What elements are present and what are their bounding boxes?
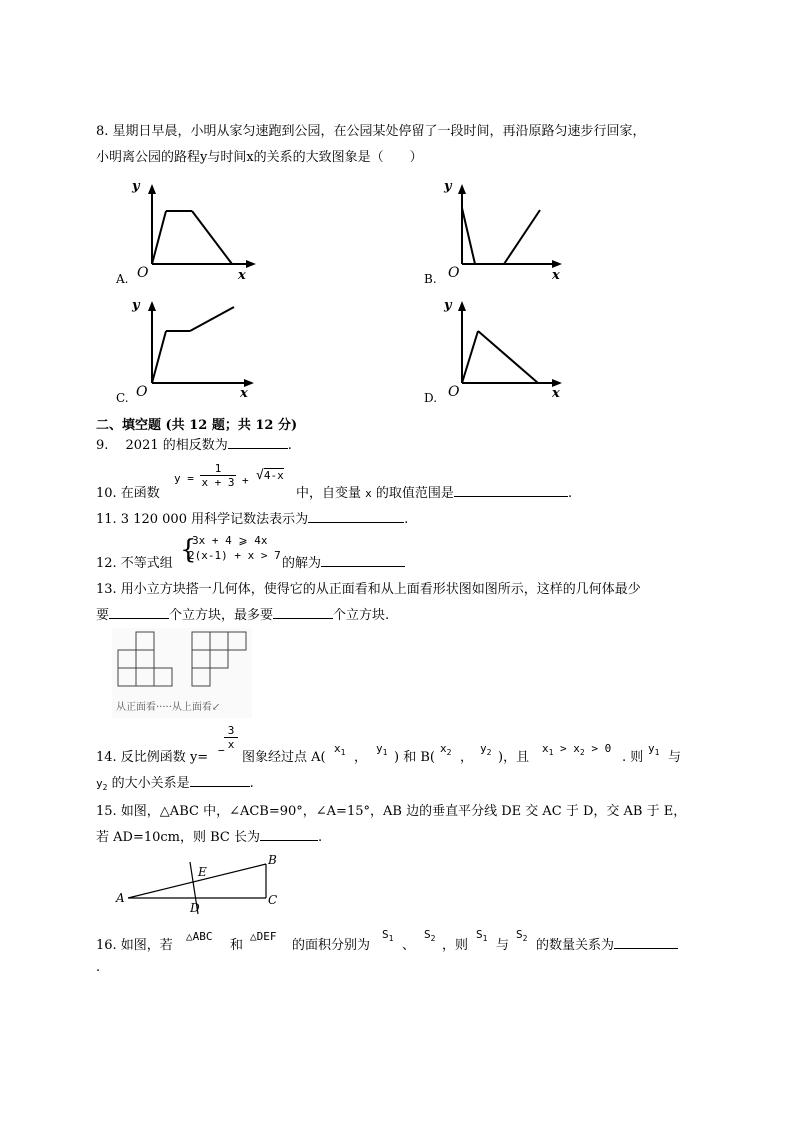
graph-b-label: B. [424, 272, 437, 286]
q9-end: . [287, 438, 292, 453]
q13-line2-a: 要 [96, 608, 110, 623]
q14-x2: $x_2$ [440, 742, 452, 758]
section-title: 二、填空题 (共 12 题；共 12 分) [96, 418, 298, 433]
q11-answer-blank[interactable] [308, 510, 404, 523]
q10-pre: 10. 在函数 [96, 486, 160, 501]
q14-with: 与 [668, 750, 682, 765]
q16-mid: 的面积分别为 [292, 938, 371, 953]
q14-line2 [96, 772, 254, 792]
q14-comma2: ， [460, 750, 474, 765]
q16-t2: △DEF [250, 930, 277, 943]
q9 [96, 434, 292, 453]
q14-comma1: ， [354, 750, 368, 765]
q13-views-figure [112, 628, 252, 718]
graph-d-y-label: y [444, 298, 452, 313]
q13-caption: 从正面看·····从上面看↙ [116, 702, 221, 713]
q14-mid4: . 则 [622, 750, 644, 765]
graph-b-origin: O [448, 265, 460, 281]
q16-sep: 、 [402, 938, 416, 953]
q14-cond: > $x_2 > 0$ [560, 742, 612, 758]
q15-label-e: E [198, 865, 207, 879]
q15-line1: 15. 如图，△ABC 中，∠ACB=90°，∠A=15°，AB 边的垂直平分线 DE 交 AC 于 D，交 AB 于 E， [96, 804, 687, 819]
q8-line2: 小明离公园的路程y与时间x的关系的大致图象是（ ） [96, 150, 423, 165]
graph-c-x-label: x [240, 386, 248, 401]
q10-answer-blank[interactable] [454, 484, 568, 497]
q12-pre: 12. 不等式组 [96, 556, 173, 571]
q14-cond-x1: $x_1$ [542, 742, 554, 758]
q12-ineq2: 2(x-1) + x > 7 [188, 549, 281, 562]
q12-answer-blank[interactable] [321, 554, 405, 567]
q15-line2: 若 AD=10cm，则 BC 长为 . [96, 830, 323, 845]
q15-label-a: A [116, 891, 125, 905]
q16-with: 与 [496, 938, 510, 953]
q11-text: 11. 3 120 000 用科学记数法表示为 [96, 512, 309, 527]
q14-answer-blank[interactable] [190, 774, 250, 787]
q13-line2-b: 个立方块，最多要 [169, 608, 274, 623]
q15-label-d: D [190, 901, 200, 915]
q14-y1b: $y_1$ [648, 742, 660, 758]
q12-tail [282, 552, 405, 571]
q16-s1: $S_1$ [382, 928, 394, 944]
q11 [96, 508, 408, 527]
q10-mid: 中，自变量 [296, 486, 362, 501]
q16-s1b: $S_1$ [476, 928, 488, 944]
q13-blank-max[interactable] [273, 606, 333, 619]
q10-plus: + [242, 474, 249, 487]
q9-answer-blank[interactable] [228, 436, 288, 449]
graph-c-y-label: y [132, 298, 140, 313]
graph-d-origin: O [448, 384, 460, 400]
q14-mid3: )，且 [498, 750, 530, 765]
graph-a[interactable] [110, 176, 270, 291]
q15-label-b: B [268, 853, 277, 867]
q13-line1: 13. 用小立方块搭一几何体，使得它的从正面看和从上面看形状图如图所示，这样的几何体最少 [96, 582, 641, 597]
q11-end: . [404, 512, 409, 527]
q12-brace: { [180, 535, 197, 565]
graph-c[interactable] [110, 295, 270, 410]
q10-var: x [365, 487, 372, 500]
q10-y-eq: y = [174, 472, 194, 485]
q14-mid2: ) 和 B( [394, 750, 435, 765]
q10-sqrt-body: 4-x [263, 469, 284, 482]
q14-end: . [249, 776, 254, 791]
q14-minus: − [218, 744, 225, 757]
graph-d-x-label: x [552, 386, 560, 401]
q16-s2: $S_2$ [424, 928, 436, 944]
graph-d[interactable] [420, 295, 580, 410]
q10-sqrt: √4-x [256, 468, 284, 483]
q13-blank-min[interactable] [109, 606, 169, 619]
q16-s2b: $S_2$ [516, 928, 528, 944]
q12-post: 的解为 [282, 556, 322, 571]
q14-mid1: 图象经过点 A( [242, 750, 326, 765]
graph-d-label: D. [424, 391, 438, 405]
graph-b-y-label: y [444, 179, 452, 194]
q15-label-c: C [268, 893, 278, 907]
graph-a-label: A. [116, 272, 129, 286]
q12-ineq1: 3x + 4 ⩾ 4x [192, 534, 268, 547]
q13-line2-c: 个立方块. [333, 608, 390, 623]
q16-then: ，则 [442, 938, 469, 953]
q14-x1: $x_1$ [334, 742, 346, 758]
graph-b[interactable] [420, 176, 580, 291]
q14-y1: $y_1$ [376, 742, 388, 758]
q14-line2-y2: $y_2$ [96, 777, 108, 793]
graph-a-origin: O [137, 265, 149, 281]
q14-num: 3 [227, 724, 235, 737]
graph-a-y-label: y [132, 179, 140, 194]
q14-y2: $y_2$ [480, 742, 492, 758]
q13-line2 [96, 604, 389, 623]
q10-rest [296, 482, 572, 501]
q16-end: . [96, 960, 101, 975]
q14-line2-post: 的大小关系是 [111, 776, 190, 791]
q10-fraction [200, 462, 236, 489]
q16-post-wrap: 的数量关系为 [536, 934, 678, 953]
graph-c-origin: O [136, 384, 148, 400]
q10-end: . [567, 486, 573, 501]
q15-answer-blank[interactable] [260, 828, 318, 841]
q14-fraction [224, 724, 238, 751]
graph-b-x-label: x [552, 268, 560, 283]
q16-answer-blank[interactable] [614, 936, 678, 949]
graph-c-label: C. [116, 391, 129, 405]
q16-t1: △ABC [186, 930, 213, 943]
q16-pre: 16. 如图，若 [96, 938, 173, 953]
q10-den: x + 3 [201, 476, 235, 489]
q9-text: 9. 2021 的相反数为 [96, 438, 228, 453]
q14-pre: 14. 反比例函数 y= [96, 750, 209, 765]
graph-a-x-label: x [238, 268, 246, 283]
q10-num: 1 [214, 462, 222, 475]
q14-den: x [224, 737, 238, 751]
q8-line1: 8. 星期日早晨，小明从家匀速跑到公园，在公园某处停留了一段时间，再沿原路匀速步行回家， [96, 124, 646, 139]
q16-and: 和 [230, 938, 244, 953]
q15-triangle-figure [112, 852, 292, 918]
q10-post: 的取值范围是 [375, 486, 454, 501]
